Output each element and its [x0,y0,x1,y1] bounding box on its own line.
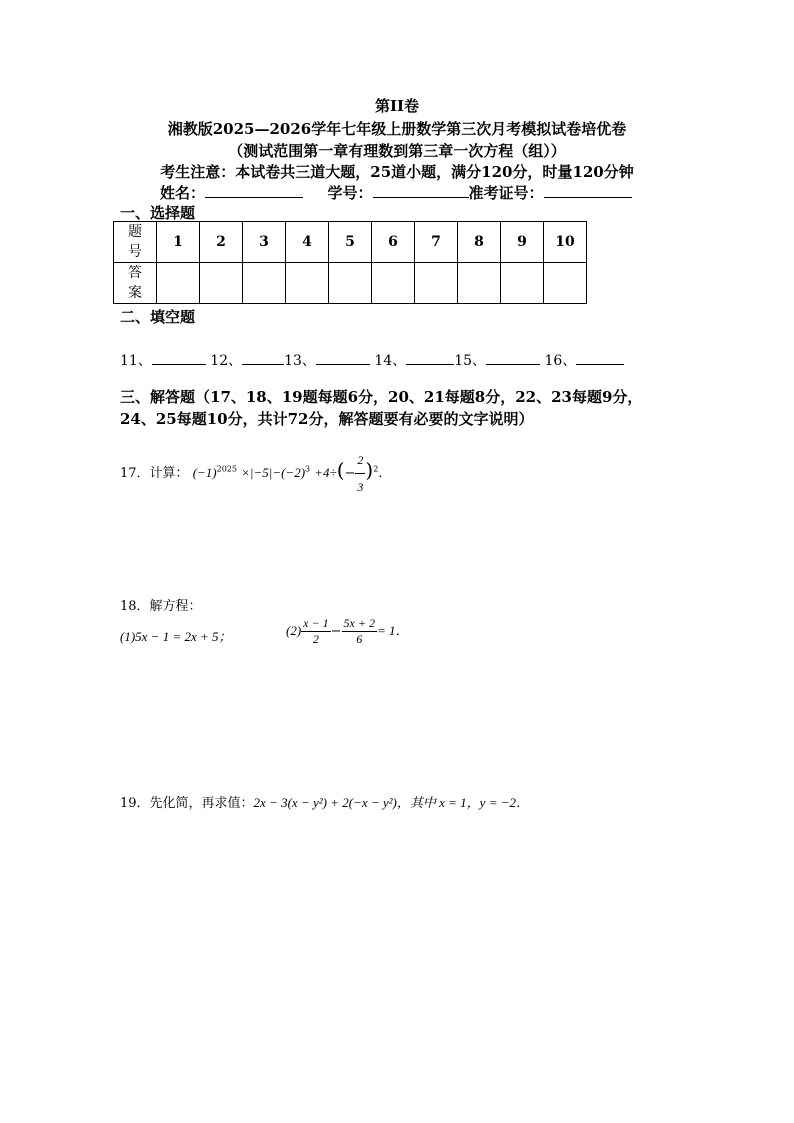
id-blank[interactable] [373,183,469,198]
section-2-title: 二、填空题 [120,308,196,326]
table-cell-number: 8 [458,222,501,263]
q17-fraction: $\frac{2}{3}$ [355,447,365,500]
section-1-title: 一、选择题 [120,204,196,222]
q17-exponent-3: 2 [373,464,379,474]
table-cell-number: 5 [329,222,372,263]
fill-blank-13[interactable] [316,350,370,365]
fill-blank-15[interactable] [486,350,540,365]
section-3-line-1: 三、解答题（17、18、19题每题6分，20、21每题8分，22、23每题9分， [120,388,643,406]
question-19 [120,792,529,811]
table-cell-number: 10 [544,222,587,263]
table-cell-number: 2 [200,222,243,263]
fill-label-13: 13、 [284,353,316,369]
answer-cell[interactable] [501,263,544,304]
q18-equation-2: (2) $\frac{x - 1}{2}$ − $\frac{5x + 2}{6}$ = 1． [286,616,409,646]
fill-blank-12[interactable] [242,350,284,365]
fill-label-12: 12、 [210,353,243,369]
table-cell-number: 9 [501,222,544,263]
q19-condition: ，其中 x = 1，y = −2． [396,795,529,810]
question-17: 17．计算： $(-1)^{2025} \times|-5|-(-2)^3 +4\div(-$ $\frac{2}{3}$ )$^2$． [120,447,391,500]
q18-fraction-2: $\frac{5x + 2}{6}$ [343,616,375,646]
table-cell-number: 4 [286,222,329,263]
q17-term-3: +4÷ [314,465,337,480]
q18-equation-1: (1)5x − 1 = 2x + 5； [120,629,232,644]
answer-cell[interactable] [372,263,415,304]
q19-expression: 2x − 3(x − y²) + 2(−x − y²) [253,795,397,810]
table-row-numbers [114,222,587,263]
fill-label-14: 14、 [374,353,407,369]
answer-cell[interactable] [286,263,329,304]
fill-label-16: 16、 [544,353,577,369]
q18-fraction-1: $\frac{x - 1}{2}$ [303,616,329,646]
table-cell-number: 1 [157,222,200,263]
table-cell-number: 7 [415,222,458,263]
name-label: 姓名： [160,184,206,202]
student-info-line [160,182,632,203]
answer-table [113,221,587,304]
answer-cell[interactable] [157,263,200,304]
exam-no-label: 准考证号： [468,184,544,202]
q17-term-1: (−1) [192,465,217,480]
fill-in-row [120,350,624,370]
fill-blank-11[interactable] [152,350,206,365]
q17-term-2: ×|−5|−(−2) [241,465,306,480]
id-label: 学号： [327,184,373,202]
answer-cell[interactable] [458,263,501,304]
table-row-answers [114,263,587,304]
exam-no-blank[interactable] [544,183,632,198]
volume-title: 第II卷 [374,97,420,115]
answer-cell[interactable] [329,263,372,304]
fill-blank-16[interactable] [576,350,624,365]
exam-scope: （测试范围第一章有理数到第三章一次方程（组）） [228,142,566,160]
question-18-label: 18．解方程： [120,599,202,614]
answer-cell[interactable] [415,263,458,304]
exam-notice: 考生注意：本试卷共三道大题，25道小题，满分120分，时量120分钟 [160,163,634,181]
q17-exponent-1: 2025 [216,464,237,474]
table-cell-number: 3 [243,222,286,263]
q17-label: 17．计算： [120,466,189,481]
fill-blank-14[interactable] [406,350,454,365]
q19-label: 19．先化简，再求值： [120,796,254,811]
section-3-line-2: 24、25每题10分，共计72分，解答题要有必要的文字说明） [120,410,534,428]
fill-label-11: 11、 [120,353,152,369]
answer-label: 答 案 [114,263,157,304]
fill-label-15: 15、 [454,353,487,369]
answer-cell[interactable] [200,263,243,304]
exam-title: 湘教版2025—2026学年七年级上册数学第三次月考模拟试卷培优卷 [167,120,627,138]
table-cell-number: 6 [372,222,415,263]
answer-cell[interactable] [544,263,587,304]
answer-cell[interactable] [243,263,286,304]
name-blank[interactable] [205,183,303,198]
question-number-label: 题 号 [114,222,157,263]
q17-exponent-2: 3 [305,464,311,474]
